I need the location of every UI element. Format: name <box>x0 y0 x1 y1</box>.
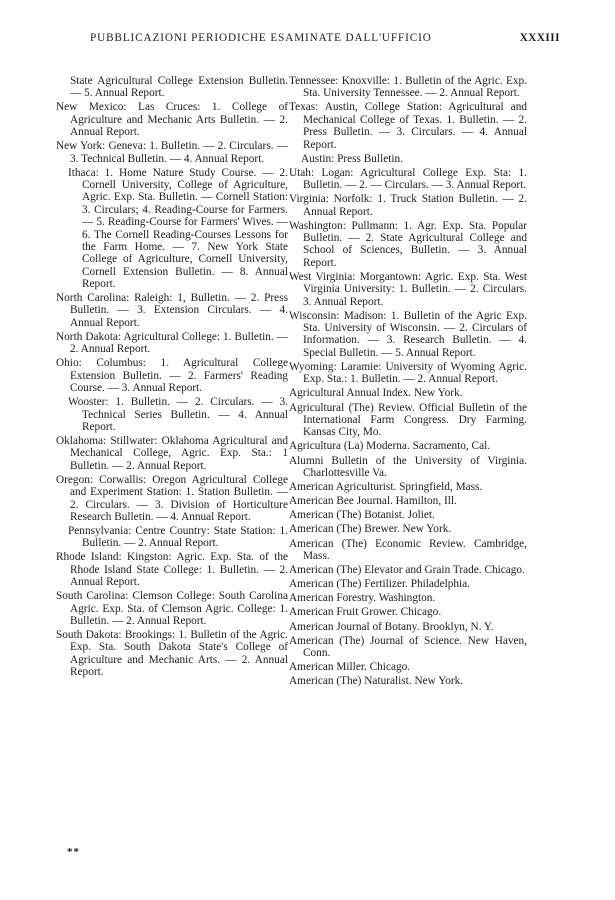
list-item: South Carolina: Clemson College: South Carolina Agric. Exp. Sta. of Clemson Agric. College: 1. Bulletin. — 2. Annual Report. <box>56 590 288 627</box>
list-item: Rhode Island: Kingston: Agric. Exp. Sta. of the Rhode Island State College: 1. Bulletin. — 2. Annual Report. <box>56 551 288 589</box>
list-item: American Journal of Botany. Brooklyn, N. Y. <box>289 620 494 633</box>
list-item: Oregon: Corwallis: Oregon Agricultural College and Experiment Station: 1. Station Bulletin. — 2. Circulars. — 3. Division of Horticulture Research Bulletin. — 4. Annual Report. <box>56 473 288 523</box>
list-item: Virginia: Norfolk: 1. Truck Station Bulletin. — 2. Annual Report. <box>289 193 527 218</box>
list-item: Alumni Bulletin of the University of Virginia. Charlottesville Va. <box>289 454 527 479</box>
list-item: Utah: Logan: Agricultural College Exp. Sta: 1. Bulletin. — 2. — Circulars. — 3. Annual Report. <box>289 166 527 192</box>
list-item: Austin: Press Bulletin. <box>301 152 403 165</box>
list-item: American (The) Naturalist. New York. <box>289 675 464 688</box>
list-item: Agricultural (The) Review. Official Bulletin of the International Farm Congress. Dry Farming. Kansas City, Mo. <box>289 401 527 439</box>
list-item: Washington: Pullmann: 1. Agr. Exp. Sta. Popular Bulletin. — 2. State Agricultural College and School of Sciences, Bulletin. — 3. Annual Report. <box>289 219 527 269</box>
list-item: American (The) Economic Review. Cambridge, Mass. <box>289 537 527 562</box>
list-item: Oklahoma: Stillwater: Oklahoma Agricultural and Mechanical College, Agric. Exp. Sta.: 1 Bulletin. — 2. Annual Report. <box>56 435 288 472</box>
signature-mark: ** <box>67 846 80 858</box>
list-item: Ithaca: 1. Home Nature Study Course. — 2. Cornell University, College of Agriculture, Agric. Exp. Sta. Bulletin. — Cornell Station: 3. Circulars; 4. Reading-Course for Farmers. — 5. Reading-Course for Farmers' Wives. — 6. The Cornell Reading-Courses Lessons for the Farm Home. — 7. New York State College of Agriculture, Cornell University, Cornell Extension Bulletin. — 8. Annual Report. <box>68 166 288 290</box>
list-item: American Bee Journal. Hamilton, Ill. <box>289 495 457 508</box>
list-item: State Agricultural College Extension Bulletin. — 5. Annual Report. <box>70 75 288 100</box>
list-item: American (The) Journal of Science. New Haven, Conn. <box>289 634 527 660</box>
list-item: American (The) Botanist. Joliet. <box>289 509 435 522</box>
list-item: Wisconsin: Madison: 1. Bulletin of the Agric Exp. Sta. University of Wisconsin. — 2. Circulars of Information. — 3. Research Bulletin. — 4. Special Bulletin. — 5. Annual Report. <box>289 309 527 359</box>
list-item: Agricultural Annual Index. New York. <box>289 387 463 400</box>
list-item: American (The) Elevator and Grain Trade. Chicago. <box>289 564 525 577</box>
list-item: American Forestry. Washington. <box>289 592 436 605</box>
list-item: Wooster: 1. Bulletin. — 2. Circulars. — 3. Technical Series Bulletin. — 4. Annual Report. <box>68 396 288 433</box>
list-item: South Dakota: Brookings: 1. Bulletin of the Agric. Exp. Sta. South Dakota State's College of Agriculture and Mechanic Arts. — 2. Annual Report. <box>56 629 288 679</box>
list-item: North Carolina: Raleigh: 1, Bulletin. — 2. Press Bulletin. — 3. Extension Circulars. — 4. Annual Report. <box>56 292 288 329</box>
list-item: Pennsylvania: Centre Country: State Station: 1. Bulletin. — 2. Annual Report. <box>68 525 288 550</box>
list-item: Wyoming: Laramie: University of Wyoming Agric. Exp. Sta.: 1. Bulletin. — 2. Annual Report. <box>289 360 527 386</box>
list-item: Texas: Austin, College Station: Agricultural and Mechanical College of Texas. 1. Bulletin. — 2. Press Bulletin. — 3. Circulars. — 4. Annual Report. <box>289 101 527 151</box>
list-item: American Miller. Chicago. <box>289 661 411 674</box>
list-item: American Agriculturist. Springfield, Mass. <box>289 481 483 494</box>
running-header <box>60 32 560 50</box>
list-item: Agricultura (La) Moderna. Sacramento, Cal. <box>289 440 491 453</box>
list-item: New Mexico: Las Cruces: 1. College of Agriculture and Mechanic Arts Bulletin. — 2. Annual Report. <box>56 101 288 139</box>
header-title: PUBBLICAZIONI PERIODICHE ESAMINATE DALL'UFFICIO <box>90 32 432 44</box>
right-column <box>289 75 527 690</box>
list-item: American (The) Brewer. New York. <box>289 523 452 536</box>
left-column <box>56 75 288 680</box>
page-number: XXXIII <box>519 32 560 44</box>
list-item: Tennessee: Knoxville: 1. Bulletin of the Agric. Exp. Sta. University Tennessee. — 2. Annual Report. <box>289 75 527 100</box>
list-item: American Fruit Grower. Chicago. <box>289 606 442 619</box>
list-item: American (The) Fertilizer. Philadelphia. <box>289 578 470 591</box>
list-item: North Dakota: Agricultural College: 1. Bulletin. — 2. Annual Report. <box>56 330 288 356</box>
list-item: Ohio: Columbus: 1. Agricultural College Extension Bulletin. — 2. Farmers' Reading Course. — 3. Annual Report. <box>56 357 288 395</box>
list-item: West Virginia: Morgantown: Agric. Exp. Sta. West Virginia University: 1. Bulletin. — 2. Circulars. 3. Annual Report. <box>289 270 527 308</box>
list-item: New York: Geneva: 1. Bulletin. — 2. Circulars. — 3. Technical Bulletin. — 4. Annual Report. <box>56 140 288 165</box>
